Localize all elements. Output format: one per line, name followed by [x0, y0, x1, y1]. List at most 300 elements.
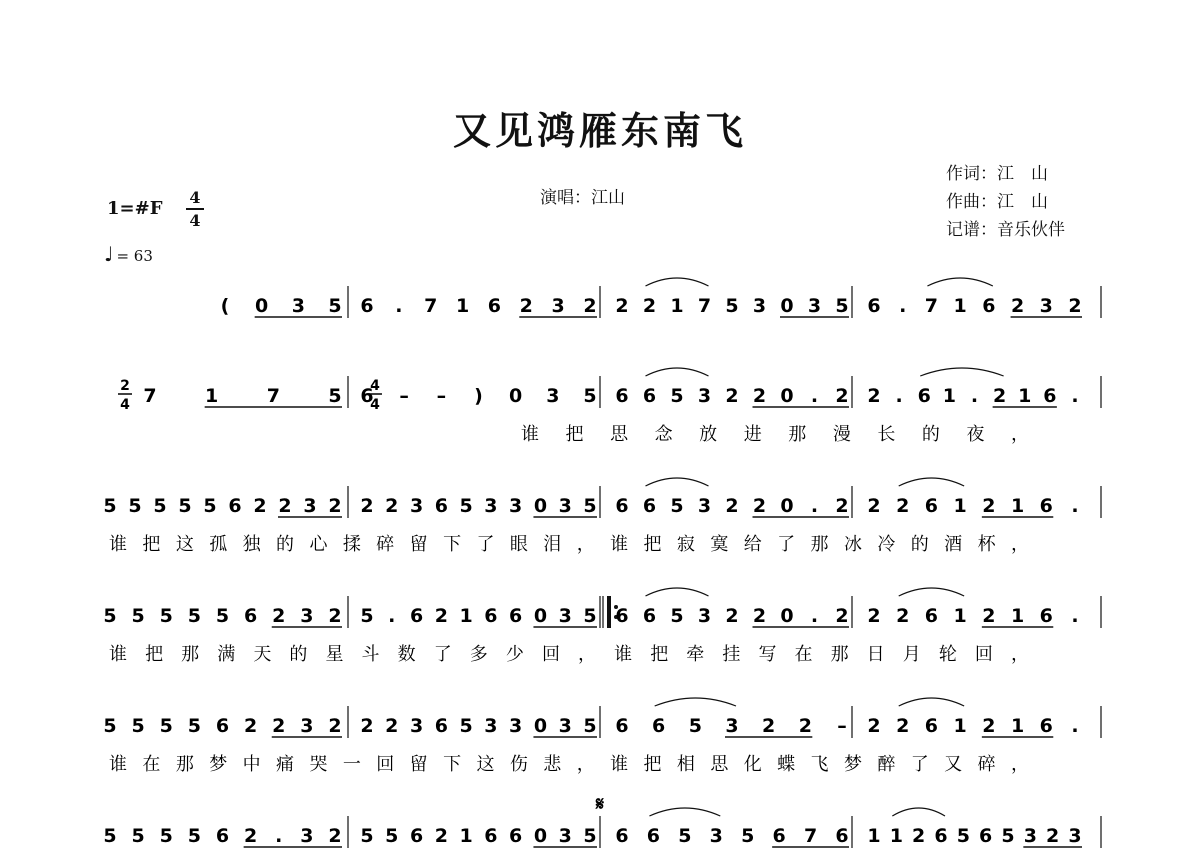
note: 0: [780, 605, 794, 627]
note: 6: [642, 385, 657, 407]
lyric-char: 把: [650, 644, 669, 665]
note: 6: [509, 605, 523, 627]
note: 6: [979, 825, 993, 847]
note: 7: [143, 385, 157, 407]
note: 2: [1010, 295, 1025, 317]
note: 6: [409, 605, 424, 627]
note: 2: [1046, 825, 1060, 847]
lyric-char: 这: [175, 534, 194, 555]
note: 5: [103, 825, 117, 847]
note: 6: [615, 715, 629, 737]
note: 2: [272, 715, 286, 737]
lyric-char: 夜: [966, 424, 985, 445]
lyric-char: 思: [610, 424, 629, 445]
note: 3: [558, 605, 572, 627]
lyric-char: 的: [276, 534, 295, 555]
note: 0: [533, 825, 548, 847]
note: 5: [678, 825, 692, 847]
note: 1: [953, 715, 967, 737]
note: 2: [328, 715, 342, 737]
note: 5: [459, 715, 473, 737]
slur: [920, 368, 1003, 376]
note: 1: [942, 385, 956, 407]
slur: [646, 368, 709, 376]
note: 7: [266, 385, 280, 407]
lyric-char: 轮: [938, 644, 957, 665]
note: 0: [780, 295, 794, 317]
lyric-char: 冷: [877, 534, 896, 555]
note: 5: [956, 825, 970, 847]
note: 5: [583, 605, 597, 627]
lyric-char: 相: [676, 754, 695, 775]
note: 2: [278, 495, 292, 517]
lyric-char: 满: [217, 644, 236, 665]
note: 1: [867, 825, 881, 847]
lyric-char: 揉: [342, 534, 361, 555]
note: 3: [300, 825, 314, 847]
note: 3: [509, 495, 523, 517]
note: 3: [300, 605, 314, 627]
note: 6: [642, 605, 657, 627]
lyric-char: 把: [643, 534, 662, 555]
note: 6: [487, 295, 502, 317]
note: 2: [725, 495, 739, 517]
note: 5: [159, 605, 173, 627]
lyric-char: 回: [974, 644, 993, 665]
lyric-char: 那: [830, 644, 849, 665]
lyric-char: 回: [541, 644, 560, 665]
note: 0: [780, 495, 794, 517]
note: 2: [896, 495, 910, 517]
note: 2: [912, 825, 926, 847]
note: 2: [752, 495, 767, 517]
note: 3: [752, 295, 767, 317]
note: 5: [153, 495, 167, 517]
lyric-char: ，: [576, 754, 595, 775]
lyric-char: 谁: [109, 644, 127, 665]
lyric-char: 化: [743, 754, 762, 775]
note: 3: [697, 605, 712, 627]
note: 5: [583, 495, 597, 517]
note: 1: [455, 295, 470, 317]
note: 3: [546, 385, 560, 407]
note: 2: [519, 295, 533, 317]
note: 1: [459, 605, 473, 627]
note: 6: [244, 605, 258, 627]
note: 2: [867, 605, 881, 627]
lyric-char: 寂: [676, 534, 695, 555]
lyric-char: ，: [1011, 644, 1029, 665]
note: 5: [187, 715, 201, 737]
meter-change-top: 4: [370, 378, 380, 394]
note: 7: [803, 825, 818, 847]
note: 5: [1001, 825, 1015, 847]
note: 5: [103, 605, 117, 627]
note: 5: [131, 825, 145, 847]
note: 7: [424, 295, 438, 317]
lyric-char: 孤: [209, 534, 228, 555]
note: 6: [360, 295, 374, 317]
note: 2: [752, 605, 767, 627]
lyric-char: 斗: [361, 644, 380, 665]
note: 2: [434, 605, 448, 627]
note: 1: [1010, 605, 1025, 627]
slur: [892, 808, 945, 816]
note: 6: [509, 825, 523, 847]
note: 3: [484, 495, 498, 517]
lyric-char: 日: [866, 644, 885, 665]
lyric-char: 碎: [977, 754, 996, 775]
note: 2: [253, 495, 267, 517]
lyric-char: 月: [902, 644, 921, 665]
lyric-char: 伤: [509, 754, 528, 775]
note: 3: [725, 715, 739, 737]
lyric-char: 的: [289, 644, 308, 665]
lyric-char: 回: [376, 754, 395, 775]
lyric-char: 那: [810, 534, 829, 555]
meter-change-bottom: 4: [120, 397, 130, 413]
note: .: [810, 385, 819, 407]
note: .: [810, 605, 819, 627]
lyric-char: 把: [142, 534, 161, 555]
note: 6: [1039, 495, 1053, 517]
note: 6: [924, 495, 939, 517]
transcriber-credit: 记谱：音乐伙伴: [946, 220, 1065, 240]
note: 6: [1039, 715, 1053, 737]
note: 1: [953, 605, 967, 627]
note: 5: [131, 715, 145, 737]
lyric-char: ，: [578, 644, 597, 665]
note: 1: [953, 295, 967, 317]
lyric-char: 冰: [843, 534, 862, 555]
note: 3: [709, 825, 723, 847]
note: .: [810, 495, 819, 517]
note: 6: [215, 825, 230, 847]
note: 2: [896, 605, 910, 627]
note: 0: [533, 715, 548, 737]
note: 6: [615, 605, 629, 627]
note: –: [399, 385, 409, 407]
composer-credit: 作曲：江 山: [946, 192, 1048, 212]
note: 5: [670, 605, 684, 627]
note: 3: [300, 715, 314, 737]
note: 6: [1043, 385, 1057, 407]
note: 5: [583, 385, 597, 407]
note: 5: [360, 825, 374, 847]
key-signature: 1=#F: [107, 198, 163, 219]
lyric-char: 思: [710, 754, 729, 775]
lyric-char: 梦: [843, 754, 862, 775]
note: 2: [642, 295, 657, 317]
slur: [927, 278, 992, 286]
lyric-char: 那: [181, 644, 200, 665]
lyric-char: 谁: [521, 424, 539, 445]
note: 3: [558, 495, 572, 517]
note: 2: [272, 605, 286, 627]
lyric-char: 多: [469, 644, 488, 665]
note: .: [275, 825, 283, 847]
note: 2: [867, 715, 881, 737]
repeat-barline: [607, 596, 611, 628]
note: 7: [697, 295, 712, 317]
slur: [646, 278, 709, 286]
note: 2: [835, 495, 849, 517]
note: 3: [1039, 295, 1053, 317]
segno-icon: 𝄋: [595, 793, 605, 815]
note: 6: [615, 385, 629, 407]
note: 2: [434, 825, 448, 847]
note: 2: [360, 715, 374, 737]
note: 2: [982, 495, 996, 517]
note: 2: [244, 825, 258, 847]
note: –: [837, 715, 847, 737]
note: 5: [215, 605, 230, 627]
note: 0: [780, 385, 794, 407]
note: 6: [434, 495, 448, 517]
note: .: [388, 605, 396, 627]
note: 3: [409, 495, 424, 517]
note: 3: [697, 385, 712, 407]
lyric-char: 放: [699, 424, 718, 445]
slur: [655, 698, 736, 706]
lyric-char: 谁: [614, 644, 633, 665]
note: ): [474, 385, 483, 407]
lyric-char: 长: [877, 424, 896, 445]
note: 5: [583, 715, 597, 737]
note: 5: [459, 495, 473, 517]
note: 2: [583, 295, 597, 317]
note: 6: [917, 385, 931, 407]
lyric-char: 那: [175, 754, 194, 775]
note: 3: [409, 715, 424, 737]
note: .: [1071, 715, 1079, 737]
note: 3: [807, 295, 822, 317]
note: .: [899, 295, 907, 317]
note: 6: [652, 715, 666, 737]
note: 1: [1018, 385, 1032, 407]
note: 6: [615, 825, 629, 847]
note: 2: [328, 605, 342, 627]
lyric-char: 谁: [109, 534, 127, 555]
lyric-char: 牵: [686, 644, 705, 665]
note: 2: [982, 605, 996, 627]
lyric-char: 挂: [722, 644, 741, 665]
note: 5: [670, 495, 684, 517]
note: 2: [328, 495, 342, 517]
note: 6: [615, 495, 629, 517]
lyric-char: 少: [505, 644, 524, 665]
note: 2: [762, 715, 776, 737]
note: 6: [215, 715, 230, 737]
lyric-char: 漫: [832, 424, 851, 445]
song-title: 又见鸿雁东南飞: [452, 109, 747, 153]
note: .: [895, 385, 903, 407]
note: 0: [533, 605, 548, 627]
note: 5: [328, 385, 342, 407]
meter-change-bottom: 4: [370, 397, 380, 413]
note: 1: [670, 295, 684, 317]
note: 5: [187, 605, 201, 627]
note: 3: [1023, 825, 1037, 847]
lyric-char: 碎: [376, 534, 395, 555]
note: 1: [889, 825, 903, 847]
note: 2: [615, 295, 629, 317]
note: 6: [867, 295, 881, 317]
note: 5: [131, 605, 145, 627]
slur: [646, 588, 709, 596]
lyric-char: 独: [242, 534, 261, 555]
lyric-char: ，: [1011, 534, 1029, 555]
lyric-char: 醉: [877, 754, 896, 775]
singer-credit: 演唱：江山: [540, 188, 625, 208]
note: 3: [291, 295, 305, 317]
lyric-char: 了: [777, 534, 796, 555]
note: 6: [1039, 605, 1053, 627]
lyric-char: 了: [476, 534, 495, 555]
slur: [649, 808, 720, 816]
lyric-char: 杯: [977, 534, 996, 555]
note: 2: [835, 605, 849, 627]
lyric-char: 哭: [309, 754, 328, 775]
note: 5: [688, 715, 702, 737]
lyric-char: 一: [342, 754, 361, 775]
note: 2: [1068, 295, 1082, 317]
note: 6: [642, 495, 657, 517]
lyric-char: 留: [409, 534, 428, 555]
lyric-char: 酒: [944, 534, 963, 555]
note: 2: [867, 385, 881, 407]
lyric-char: 悲: [543, 754, 562, 775]
lyric-char: 眼: [509, 534, 528, 555]
note: 5: [159, 715, 173, 737]
slur: [899, 478, 964, 486]
note: 3: [558, 825, 572, 847]
note: 1: [1010, 495, 1025, 517]
lyric-char: 的: [910, 534, 929, 555]
lyric-char: 梦: [209, 754, 228, 775]
note: 2: [752, 385, 767, 407]
note: 5: [103, 495, 117, 517]
note: 3: [697, 495, 712, 517]
note: 6: [484, 605, 498, 627]
lyric-char: 那: [788, 424, 807, 445]
note: 5: [328, 295, 342, 317]
lyric-char: 谁: [610, 754, 629, 775]
lyric-char: 进: [743, 424, 762, 445]
note: 5: [385, 825, 399, 847]
lyric-char: 心: [309, 534, 328, 555]
lyric-char: ，: [1011, 424, 1029, 445]
note: 5: [128, 495, 142, 517]
lyric-char: 天: [253, 644, 272, 665]
note: 2: [835, 385, 849, 407]
lyric-char: 蝶: [777, 754, 796, 775]
lyric-char: 数: [397, 644, 416, 665]
note: 2: [385, 715, 399, 737]
lyric-char: 在: [794, 644, 813, 665]
lyric-char: 了: [433, 644, 452, 665]
note: 6: [934, 825, 948, 847]
note: 5: [103, 715, 117, 737]
note: .: [970, 385, 979, 407]
lyric-char: 念: [654, 424, 673, 445]
quarter-note-icon: ♩: [104, 242, 114, 266]
note: 0: [255, 295, 269, 317]
note: 6: [835, 825, 849, 847]
note: .: [1071, 385, 1079, 407]
lyric-char: 谁: [109, 754, 127, 775]
note: 2: [725, 605, 739, 627]
note: 6: [982, 295, 996, 317]
lyric-char: 又: [944, 754, 963, 775]
note: 1: [459, 825, 473, 847]
note: 2: [244, 715, 258, 737]
note: 6: [360, 385, 374, 407]
lyric-char: 星: [325, 644, 344, 665]
note: .: [395, 295, 403, 317]
note: 5: [583, 825, 597, 847]
note: 5: [741, 825, 755, 847]
lyric-char: 痛: [276, 754, 295, 775]
note: 3: [1068, 825, 1082, 847]
lyric-char: 飞: [810, 754, 829, 775]
note: 0: [509, 385, 523, 407]
note: 2: [896, 715, 910, 737]
lyric-char: 寞: [710, 534, 729, 555]
lyric-char: 了: [910, 754, 929, 775]
note: 6: [772, 825, 786, 847]
lyricist-credit: 作词：江 山: [946, 164, 1048, 184]
note: 2: [328, 825, 342, 847]
slur: [899, 588, 964, 596]
lyric-char: 把: [565, 424, 584, 445]
note: 3: [558, 715, 572, 737]
note: 3: [509, 715, 523, 737]
note: 2: [982, 715, 996, 737]
note: 1: [205, 385, 219, 407]
note: 6: [924, 715, 939, 737]
lyric-char: 的: [921, 424, 940, 445]
lyric-char: ，: [1011, 754, 1029, 775]
lyric-char: 中: [242, 754, 261, 775]
note: 6: [484, 825, 498, 847]
note: 5: [178, 495, 192, 517]
note: 1: [953, 495, 967, 517]
lyric-char: 写: [758, 644, 777, 665]
note: 5: [203, 495, 217, 517]
note: –: [436, 385, 447, 407]
slur: [646, 478, 709, 486]
note: 2: [798, 715, 812, 737]
note: 5: [725, 295, 739, 317]
note: 0: [533, 495, 548, 517]
tempo-value: = 63: [116, 247, 153, 265]
lyric-char: 这: [476, 754, 495, 775]
note: 5: [835, 295, 849, 317]
meter-change-top: 2: [120, 378, 130, 394]
note: 5: [187, 825, 201, 847]
lyric-char: 下: [443, 754, 462, 775]
note: 1: [1010, 715, 1025, 737]
note: 2: [993, 385, 1007, 407]
lyric-char: ，: [576, 534, 595, 555]
note: 6: [434, 715, 448, 737]
note: 5: [360, 605, 374, 627]
lyric-char: 给: [743, 534, 762, 555]
note: 6: [409, 825, 424, 847]
note: .: [1071, 605, 1079, 627]
slur: [899, 698, 964, 706]
